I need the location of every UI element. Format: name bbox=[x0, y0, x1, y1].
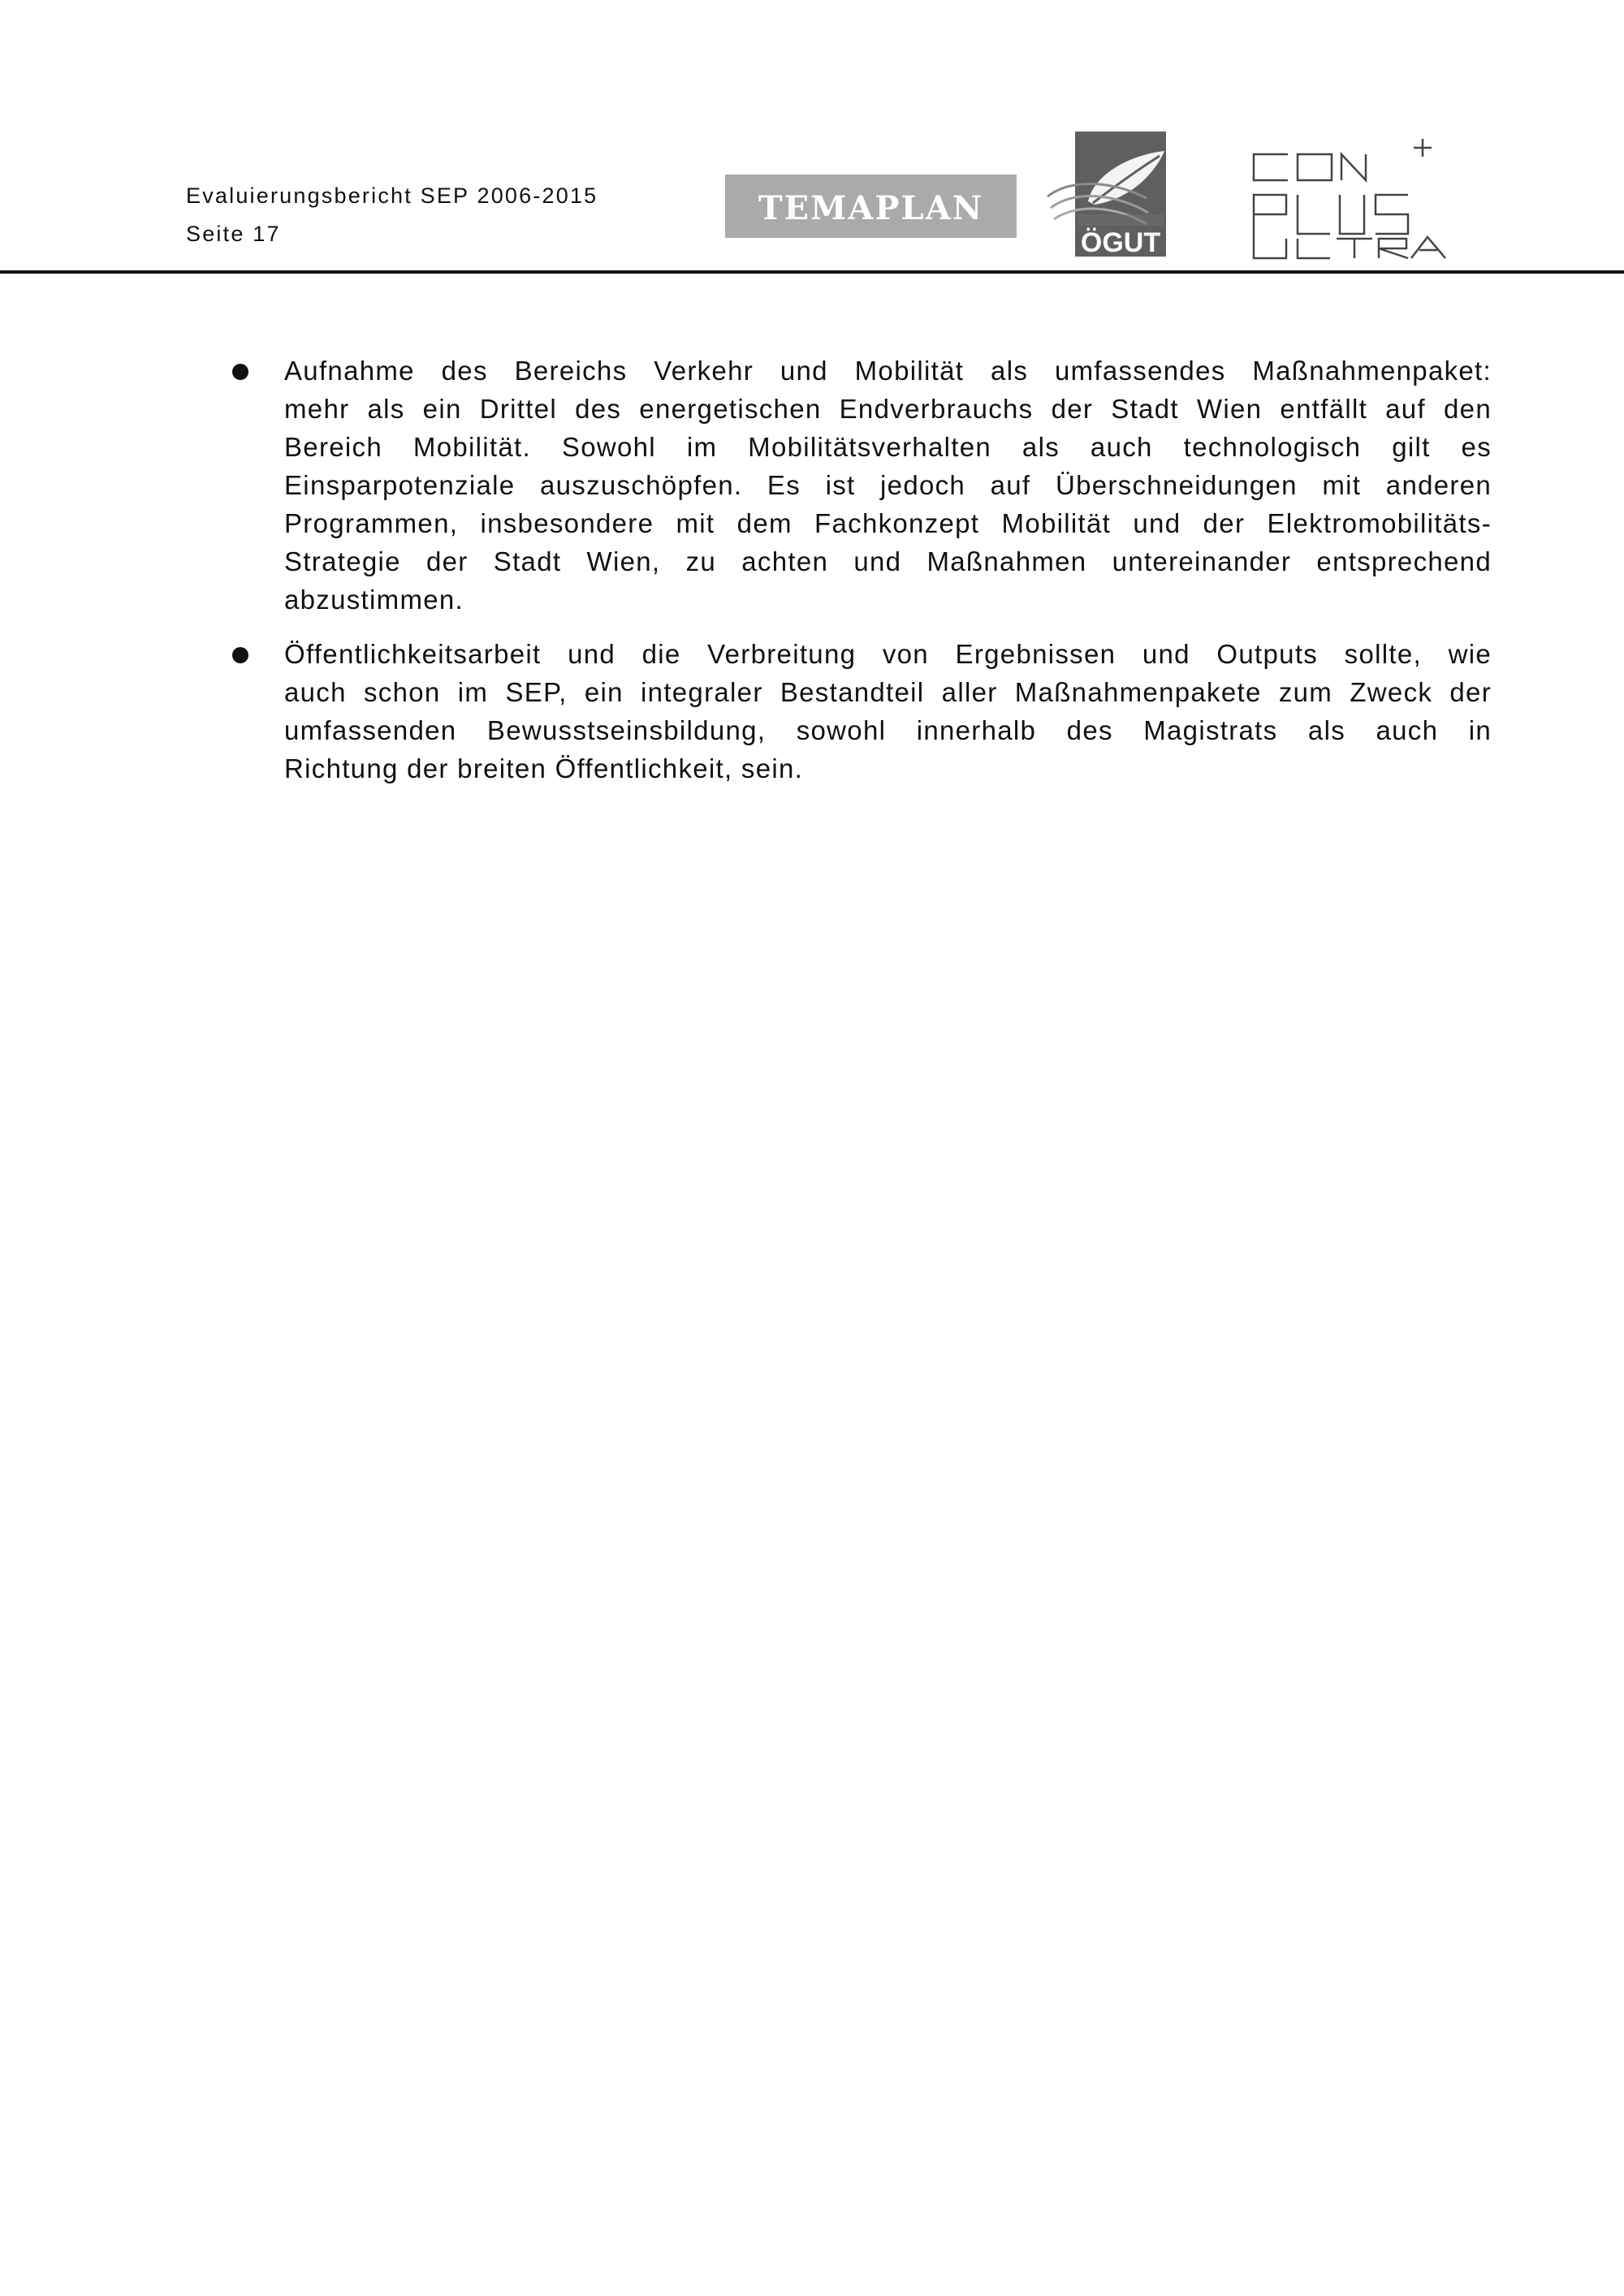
bullet-paragraph-2 bbox=[284, 635, 1492, 788]
page-number: Seite 17 bbox=[186, 222, 281, 246]
header-text-block bbox=[186, 177, 598, 253]
text-line: Öffentlichkeitsarbeit und die Verbreitung von Ergebnissen und Outputs sollte, wie bbox=[284, 639, 1492, 669]
text-line: auch schon im SEP, ein integraler Bestandteil aller Maßnahmenpakete zum Zweck der bbox=[284, 677, 1492, 707]
text-line: Einsparpotenziale auszuschöpfen. Es ist jedoch auf Überschneidungen mit anderen bbox=[284, 470, 1492, 500]
conplusultra-logo-text: CON PLUS ULTRA bbox=[1252, 136, 1259, 137]
text-line: mehr als ein Drittel des energetischen Endverbrauchs der Stadt Wien entfällt auf den bbox=[284, 394, 1492, 424]
text-line: Richtung der breiten Öffentlichkeit, sein. bbox=[284, 753, 804, 783]
text-line: Programmen, insbesondere mit dem Fachkonzept Mobilität und der Elektromobilitäts- bbox=[284, 508, 1492, 538]
text-line: Bereich Mobilität. Sowohl im Mobilitätsverhalten als auch technologisch gilt es bbox=[284, 432, 1492, 462]
text-line: Aufnahme des Bereichs Verkehr und Mobilität als umfassendes Maßnahmenpaket: bbox=[284, 356, 1492, 386]
text-line: Strategie der Stadt Wien, zu achten und Maßnahmen untereinander entsprechend bbox=[284, 546, 1492, 576]
header-divider bbox=[0, 270, 1624, 274]
ogut-logo bbox=[1046, 130, 1186, 260]
bullet-icon bbox=[232, 364, 248, 380]
bullet-icon bbox=[232, 647, 248, 663]
report-title: Evaluierungsbericht SEP 2006-2015 bbox=[186, 183, 598, 208]
temaplan-logo: TEMAPLAN bbox=[725, 175, 1017, 238]
text-line: umfassenden Bewusstseinsbildung, sowohl innerhalb des Magistrats als auch in bbox=[284, 715, 1492, 745]
bullet-paragraph-1 bbox=[284, 352, 1492, 619]
page-header bbox=[0, 0, 1624, 276]
ogut-logo-text: ÖGUT bbox=[1080, 227, 1161, 258]
text-line: abzustimmen. bbox=[284, 585, 464, 615]
conplusultra-logo bbox=[1252, 136, 1447, 260]
